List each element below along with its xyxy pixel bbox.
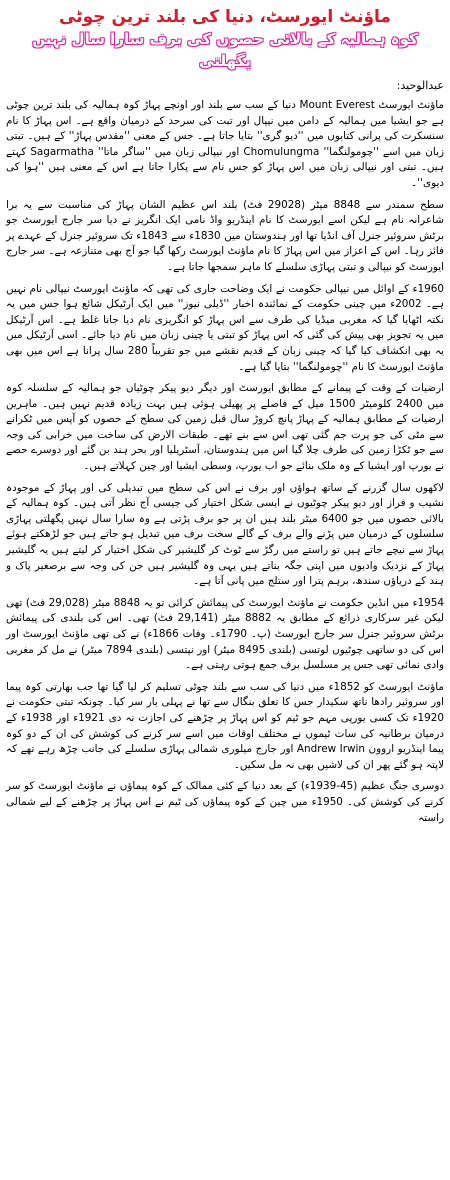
paragraph-3: 1960ء کے اوائل میں نیپالی حکومت نے ایک وضاحت جاری کی تھی کہ ماؤنٹ ایورسٹ نیپالی نام نہیں ہے۔ 2002ء میں چینی حکومت کے نمائندہ اخبار ''ڈیلی نیوز'' میں ایک آرٹیکل شائع ہوا جس میں یہ نکتہ اٹھایا گیا کہ مغربی میڈیا کی طرف سے اس پہاڑ کو انگریزی نام دیا جانا غلط ہے۔ اس آرٹیکل میں یہ تجویز بھی پیش کی گئی کہ اس پہاڑ کو تبتی یا چینی زبان میں نام دیا جائے۔ اسی آرٹیکل میں یہ بھی انکشاف کیا گیا کہ چینی زبان کے قدیم نقشے میں جو تقریباً 280 سال پرانا ہے اس میں بھی ماؤنٹ ایورسٹ کا نام ''چومولنگما'' بتایا گیا ہے۔	[6, 282, 445, 373]
paragraph-1: ماؤنٹ ایورسٹ Mount Everest دنیا کے سب سے بلند اور اونچے پہاڑ کوہ ہمالیہ کی بلند ترین چوٹی ہے جو ایشیا میں ہمالیہ کے دامن میں نیپال اور تبت کی سرحد کے درمیان واقع ہے۔ اس پہاڑ کا نام سنسکرت کی پرانی کتابوں میں ''دیو گری'' بتایا جاتا ہے۔ جس کے معنی ''مقدس پہاڑ'' کے ہیں۔ تبتی زبان میں اسے ''چومولنگما'' Chomulungma اور نیپالی زبان میں ''ساگر ماتا'' Sagarmatha کہتے ہیں۔ تبتی اور نیپالی زبان میں اس پہاڑ کو جس نام سے پکارا جاتا ہے اس کے معنی ہیں ''ہوا کی دیوی''۔	[6, 99, 444, 189]
paragraph-6: 1954ء میں انڈین حکومت نے ماؤنٹ ایورسٹ کی پیمائش کرائی تو یہ 8848 میٹر (29,028 فٹ) تھی لیکن غیر سرکاری ذرائع کے مطابق یہ 8882 میٹر (29,141 فٹ) تھی۔ اس کی بلندی کی پیمائش برٹش سروئیر جنرل سر جارج ایورسٹ (پ۔ 1790ء۔ وفات 1866ء) نے کی تھی ماؤنٹ ایورسٹ اور اس کی دو ساتھی چوٹیوں لوتسی (بلندی 8495 میٹر) اور نپتسی (بلندی 7894 میٹر) نے مل کر مغربی وادی نمائی تھی جس پر مسلسل برف جمع ہوتی رہتی ہے۔	[6, 596, 445, 672]
author-byline: عبدالوحید:	[396, 79, 444, 92]
paragraph-8: دوسری جنگ عظیم (45-1939ء) کے بعد دنیا کے کئی ممالک کے کوہ پیماؤں نے ماؤنٹ ایورسٹ کو سر کرنے کی کوشش کی۔ 1950ء میں چین کے کوہ پیماؤں کی ٹیم نے اس پہاڑ پر چڑھنے کے لیے شمالی راستہ	[6, 780, 444, 824]
article-subtitle: کوہ ہمالیہ کے بالائی حصوں کی برف سارا سال نہیں پگھلتی	[32, 30, 418, 70]
article-title: ماؤنٹ ایورسٹ، دنیا کی بلند ترین چوٹی	[59, 7, 391, 27]
paragraph-4: ارضیات کے وقت کے پیمانے کے مطابق ایورسٹ اور دیگر دیو پیکر چوٹیاں جو ہمالیہ کے سلسلہ کوہ میں 2400 کلومیٹر 1500 میل کے فاصلے پر پھیلی ہوئی ہیں بہت زیادہ قدیم نہیں ہیں۔ ماہرین ارضیات کے مطابق ہمالیہ کے پہاڑ پانچ کروڑ سال قبل زمین کی سطح کے حصوں کو آپس میں ٹکرانے سے مٹی کی جو پرت جم گئی تھی اس سے بنے تھے۔ طبقات الارض کی ساخت میں خرابی کی وجہ سے جو ٹکڑا زمین کی طرف چلا گیا اس میں ہندوستان، آسٹریلیا اور بحر ہند بن گئے اور دوسرے حصے نے یورپ اور ایشیا کے وہ ملک بنائے جو اب یورپ، وسطی ایشیا اور چین کہلاتے ہیں۔	[6, 382, 445, 473]
paragraph-7: ماؤنٹ ایورسٹ کو 1852ء میں دنیا کی سب سے بلند چوٹی تسلیم کر لیا گیا تھا جب بھارتی کوہ پیما اور سروئیر رادھا ناتھ سکیدار جس کا تعلق بنگال سے تھا نے پہلی بار سر کیا۔ چونکہ تبتی حکومت نے 1920ء تک کسی یورپی مہم جو ٹیم کو اس پہاڑ پر چڑھنے کی اجازت نہ دی 1921ء اور 1938ء کے درمیان برطانیہ کی سات ٹیموں نے مختلف اوقات میں اسے سر کرنے کی کوشش کی ان کے دو کوہ پیما اینڈریو اروون Andrew Irwin اور جارج میلوری شمالی پہاڑی سلسلے کی جانب چڑھ رہے تھے کہ لاپتہ ہو گئے پھر ان کی لاشیں بھی نہ مل سکیں۔	[6, 680, 444, 771]
paragraph-2: سطح سمندر سے 8848 میٹر (29028 فٹ) بلند اس عظیم الشان پہاڑ کی مناسبت سے یہ برا شاعرانہ نام ہے لیکن اسے ایورسٹ کا نام اینڈریو واڈ نامی ایک انگریز نے دیا سر جارج ایورسٹ جو برٹش سروئیر جنرل آف انڈیا تھا اور ہندوستان میں 1830ء سے 1843ء تک سروئیر جنرل کے عہدے پر فائز رہا۔ اس کے اعزاز میں اس پہاڑ کا نام ماؤنٹ ایورسٹ رکھا گیا جو آج بھی متنازعہ ہے۔ سر جارج ایورسٹ کو نیپالی و تبتی پہاڑی سلسلے کا ماہر سمجھا جاتا ہے۔	[6, 198, 444, 273]
paragraph-5: لاکھوں سال گزرنے کے ساتھ ہواؤں اور برف نے اس کی سطح میں تبدیلی کی اور پہاڑ کے موجودہ نشیب و فراز اور دیو پیکر چوٹیوں نے ایسی شکل اختیار کی جیسی آج نظر آتی ہیں۔ کوہ ہمالیہ کے بالائی حصوں میں جو 6400 میٹر بلند ہیں ان پر جو برف پڑتی ہے وہ سارا سال نہیں پگھلتی پہاڑی سلسلوں کے درمیان میں پڑنے والے برف کے گالے سخت برف میں تبدیل ہو جاتے ہیں جو لڑھکتے ہوئے پہاڑ سے نیچے جاتے ہیں تو راستے میں رگڑ سے ٹوٹ کر گلیشیر کی شکل اختیار کر لیتے ہیں یہ گلیشیر پہاڑ کے نزدیک وادیوں میں اپنی جگہ بناتے ہیں یہی وہ گلیشیر ہیں جن کی وجہ سے برصغیر پاک و ہند کے دریاؤں سندھ، برہم پترا اور ستلج میں پانی آتا ہے۔	[6, 481, 444, 588]
